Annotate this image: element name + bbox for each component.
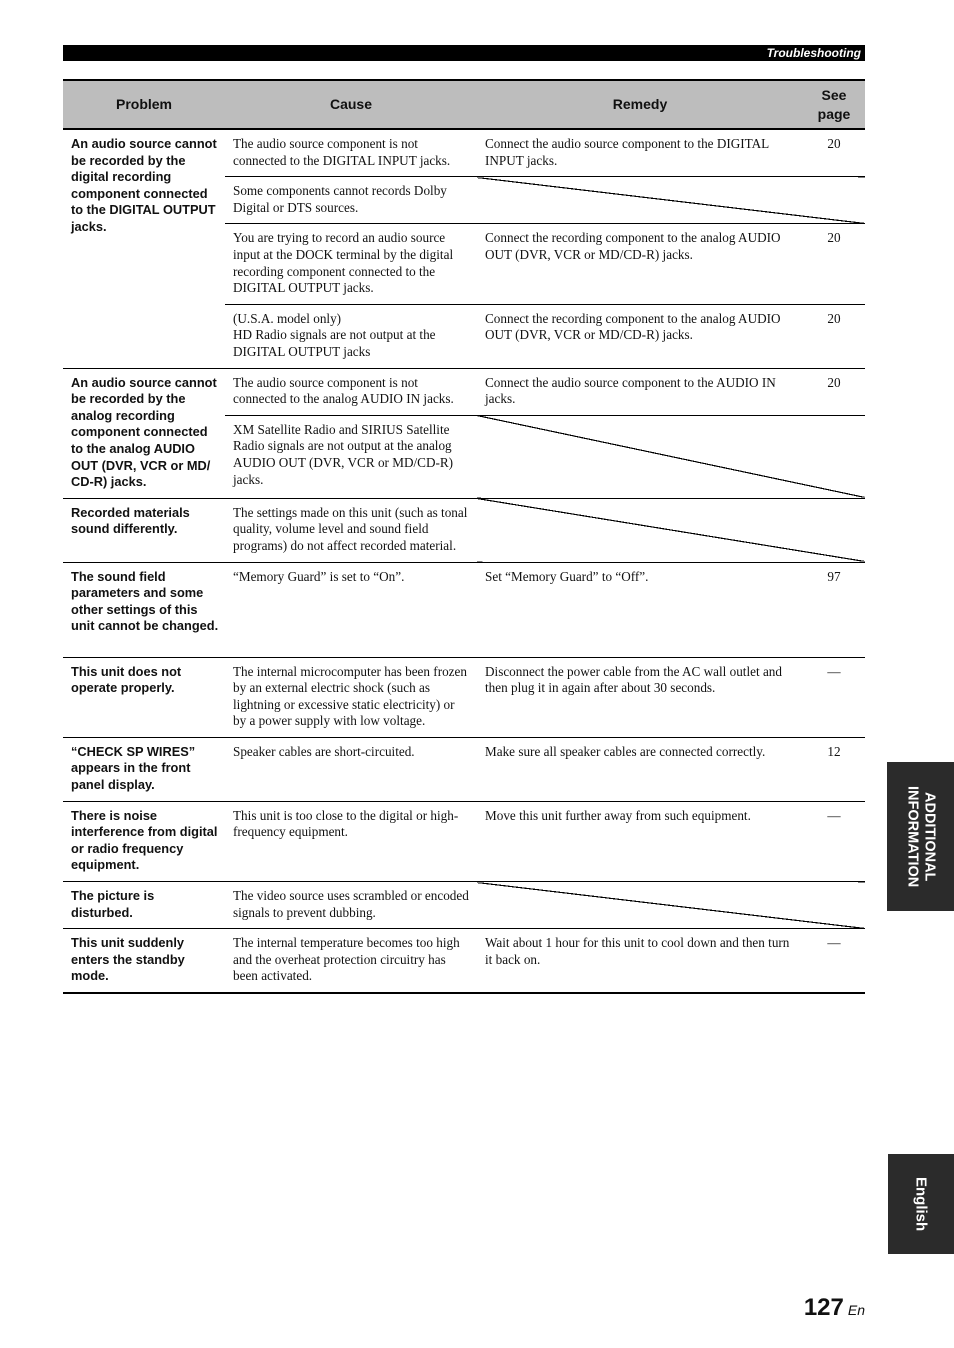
- problem-cell: This unit suddenly enters the standby mode.: [63, 929, 225, 993]
- cause-cell: “Memory Guard” is set to “On”.: [225, 562, 477, 657]
- table-row: [63, 368, 865, 415]
- page-cell: 12: [803, 737, 865, 801]
- page-number-value: 127: [803, 1294, 844, 1321]
- section-title: Troubleshooting: [766, 46, 861, 60]
- column-header-cause: Cause: [225, 80, 477, 129]
- table-row: [63, 129, 865, 177]
- table-row: [63, 882, 865, 929]
- table-row: [63, 498, 865, 562]
- cause-cell: (U.S.A. model only) HD Radio signals are not output at the DIGITAL OUTPUT jacks: [225, 304, 477, 368]
- remedy-cell: Connect the recording component to the analog AUDIO OUT (DVR, VCR or MD/CD-R) jacks.: [477, 304, 803, 368]
- table-row: [63, 737, 865, 801]
- remedy-cell: Connect the audio source component to the DIGITAL INPUT jacks.: [477, 129, 803, 177]
- side-tab-english[interactable]: [888, 1154, 954, 1254]
- side-tab-additional-information[interactable]: [887, 762, 954, 911]
- table-row: [63, 801, 865, 881]
- page-number: [804, 1294, 865, 1324]
- troubleshooting-table: [63, 79, 865, 994]
- page-cell: 20: [803, 304, 865, 368]
- page-cell: —: [803, 801, 865, 881]
- problem-cell: An audio source cannot be recorded by the digital recording component connected to the DIGITAL OUTPUT jacks.: [63, 129, 225, 368]
- table-row: [63, 657, 865, 737]
- cause-cell: The settings made on this unit (such as tonal quality, volume level and sound field programs) do not affect recorded material.: [225, 498, 477, 562]
- cause-cell: The video source uses scrambled or encoded signals to prevent dubbing.: [225, 882, 477, 929]
- table-header-row: [63, 80, 865, 129]
- remedy-cell: Wait about 1 hour for this unit to cool down and then turn it back on.: [477, 929, 803, 993]
- page-cell: 97: [803, 562, 865, 657]
- problem-cell: There is noise interference from digital or radio frequency equipment.: [63, 801, 225, 881]
- cause-cell: Some components cannot records Dolby Digital or DTS sources.: [225, 177, 477, 224]
- problem-cell: An audio source cannot be recorded by the analog recording component connected to the analog AUDIO OUT (DVR, VCR or MD/ CD-R) jacks.: [63, 368, 225, 498]
- page-language: En: [847, 1302, 865, 1318]
- cause-cell: The audio source component is not connected to the analog AUDIO IN jacks.: [225, 368, 477, 415]
- table-row: [63, 562, 865, 657]
- remedy-cell: Make sure all speaker cables are connected correctly.: [477, 737, 803, 801]
- problem-cell: Recorded materials sound differently.: [63, 498, 225, 562]
- side-tab-label: ADDITIONAL INFORMATION: [904, 785, 938, 888]
- problem-cell: This unit does not operate properly.: [63, 657, 225, 737]
- cause-cell: Speaker cables are short-circuited.: [225, 737, 477, 801]
- cause-cell: XM Satellite Radio and SIRIUS Satellite Radio signals are not output at the analog AUDIO OUT (DVR, VCR or MD/CD-R) jacks.: [225, 415, 477, 498]
- column-header-remedy: Remedy: [477, 80, 803, 129]
- cause-cell: The audio source component is not connected to the DIGITAL INPUT jacks.: [225, 129, 477, 177]
- cause-cell: The internal temperature becomes too high and the overheat protection circuitry has been activated.: [225, 929, 477, 993]
- page-cell: 20: [803, 368, 865, 415]
- remedy-cell: Set “Memory Guard” to “Off”.: [477, 562, 803, 657]
- problem-cell: “CHECK SP WIRES” appears in the front panel display.: [63, 737, 225, 801]
- not-applicable-cell: [477, 415, 865, 498]
- cause-cell: You are trying to record an audio source input at the DOCK terminal by the digital recording component connected to the DIGITAL OUTPUT jacks.: [225, 224, 477, 304]
- remedy-cell: Connect the recording component to the analog AUDIO OUT (DVR, VCR or MD/CD-R) jacks.: [477, 224, 803, 304]
- column-header-see-page: See page: [803, 80, 865, 129]
- page-cell: 20: [803, 224, 865, 304]
- side-tab-label: English: [912, 1176, 930, 1232]
- not-applicable-cell: [477, 498, 865, 562]
- problem-cell: The sound field parameters and some other settings of this unit cannot be changed.: [63, 562, 225, 657]
- remedy-cell: Disconnect the power cable from the AC wall outlet and then plug it in again after about 30 seconds.: [477, 657, 803, 737]
- remedy-cell: Move this unit further away from such equipment.: [477, 801, 803, 881]
- page-cell: —: [803, 657, 865, 737]
- column-header-problem: Problem: [63, 80, 225, 129]
- not-applicable-cell: [477, 177, 865, 224]
- cause-cell: The internal microcomputer has been frozen by an external electric shock (such as lightning or excessive static electricity) or by a power supply with low voltage.: [225, 657, 477, 737]
- section-header-bar: [63, 45, 865, 61]
- not-applicable-cell: [477, 882, 865, 929]
- cause-cell: This unit is too close to the digital or high-frequency equipment.: [225, 801, 477, 881]
- remedy-cell: Connect the audio source component to the AUDIO IN jacks.: [477, 368, 803, 415]
- problem-cell: The picture is disturbed.: [63, 882, 225, 929]
- page-cell: —: [803, 929, 865, 993]
- page-cell: 20: [803, 129, 865, 177]
- table-row: [63, 929, 865, 993]
